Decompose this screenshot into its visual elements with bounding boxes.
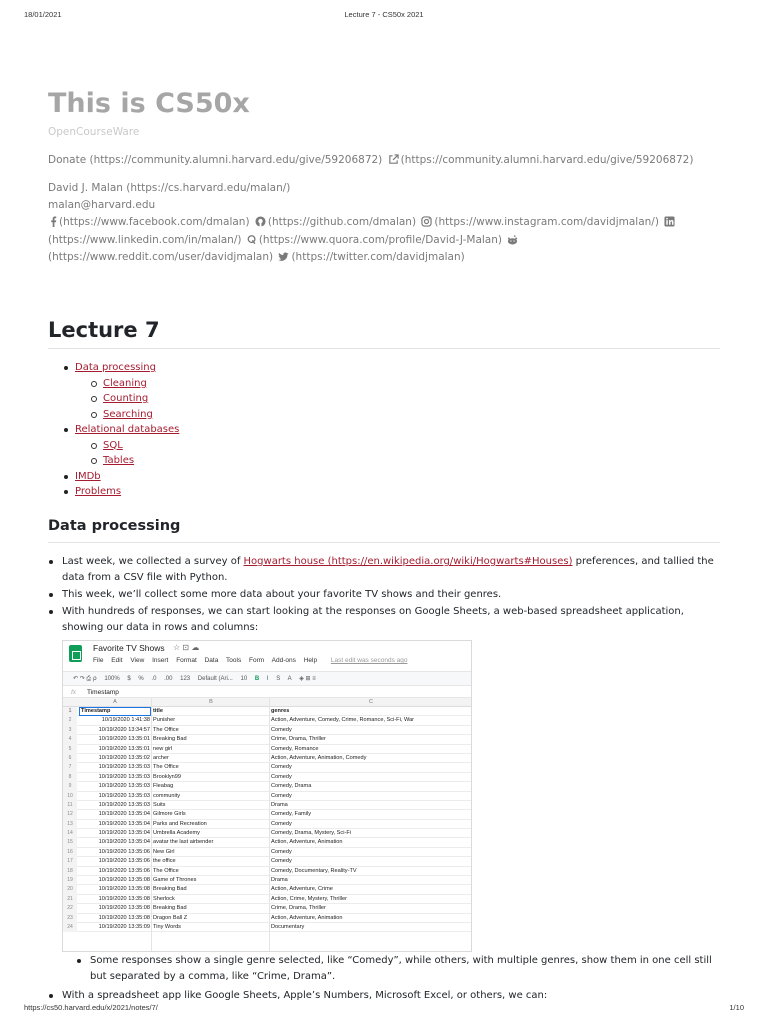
row-number: 11 [63, 801, 77, 810]
cell-title: avatar the last airbender [153, 839, 214, 846]
number-format-button: 123 [180, 676, 191, 682]
instagram-icon [421, 216, 432, 227]
sheets-logo-icon [69, 645, 82, 662]
reddit-link[interactable]: (https://www.reddit.com/user/davidjmalan) [48, 251, 274, 263]
paragraph-spreadsheet-apps [48, 988, 720, 1004]
cell-genres: Comedy [271, 858, 292, 865]
toc-link-problems[interactable]: Problems [75, 486, 122, 497]
toc-link-searching[interactable]: Searching [103, 408, 153, 420]
cell-title: Game of Thrones [153, 877, 197, 884]
column-divider [151, 698, 152, 952]
header-title: title [153, 708, 163, 714]
paragraph-text: This week, we’ll collect some more data about your favorite TV shows and their genres. [62, 589, 502, 600]
cell-genres: Action, Adventure, Comedy, Crime, Romance, Sci-Fi, War [271, 717, 414, 724]
cell-timestamp: 10/19/2020 13:35:04 [98, 839, 150, 846]
social-links-line-3 [48, 251, 465, 263]
table-row [63, 923, 471, 932]
author-email[interactable]: malan@harvard.edu [48, 199, 156, 211]
cell-genres: Comedy, Drama, Mystery, Sci-Fi [271, 830, 351, 837]
cell-genres: Drama [271, 877, 288, 884]
cell-timestamp: 10/19/2020 13:35:08 [98, 905, 150, 912]
print-url: https://cs50.harvard.edu/x/2021/notes/7/ [24, 1003, 158, 1012]
table-row [63, 848, 471, 857]
instagram-link[interactable]: (https://www.instagram.com/davidjmalan/) [434, 216, 659, 228]
table-row [63, 885, 471, 894]
cell-timestamp: 10/19/2020 13:35:06 [98, 848, 150, 855]
cell-genres: Crime, Drama, Thriller [271, 905, 326, 912]
table-of-contents [48, 360, 179, 500]
row-number: 10 [63, 792, 77, 801]
table-row [63, 914, 471, 923]
cell-title: Brooklyn99 [153, 773, 181, 780]
spreadsheet-screenshot [62, 640, 472, 952]
cell-title: Breaking Bad [153, 736, 187, 743]
site-title[interactable]: This is CS50x [48, 88, 250, 119]
cell-title: New Girl [153, 848, 175, 855]
linkedin-icon [664, 216, 675, 227]
print-title: Lecture 7 - CS50x 2021 [344, 10, 424, 19]
table-row [63, 904, 471, 913]
undo-icon: ↶ ↷ ⎙ ⍴ [73, 676, 97, 682]
column-label-c: C [369, 699, 373, 705]
table-row [63, 801, 471, 810]
cell-genres: Action, Adventure, Animation, Comedy [271, 754, 367, 761]
strikethrough-button: S [276, 676, 281, 682]
cell-timestamp: 10/19/2020 13:35:01 [98, 745, 150, 752]
row-number: 12 [63, 810, 77, 819]
cell-title: archer [153, 754, 169, 761]
toc-item [48, 407, 179, 423]
cell-timestamp: 10/19/2020 13:35:04 [98, 811, 150, 818]
cell-title: Gilmore Girls [153, 811, 186, 818]
italic-button: I [266, 676, 269, 682]
row-number: 6 [63, 754, 77, 763]
toc-link-data-processing[interactable]: Data processing [75, 362, 156, 373]
menu-file: File [93, 657, 104, 664]
external-link-icon [388, 154, 399, 165]
row-number: 2 [63, 716, 77, 725]
row-number: 19 [63, 876, 77, 885]
cell-genres: Comedy, Documentary, Reality-TV [271, 867, 357, 874]
column-divider [269, 698, 270, 952]
menu-help: Help [303, 657, 318, 664]
table-row [63, 754, 471, 763]
toc-item [48, 376, 179, 392]
cell-genres: Comedy [271, 773, 292, 780]
row-number: 24 [63, 923, 77, 932]
hogwarts-house-link[interactable]: Hogwarts house (https://en.wikipedia.org/wiki/Hogwarts#Houses) [243, 556, 573, 567]
cell-genres: Comedy, Family [271, 811, 311, 818]
cell-genres: Documentary [271, 923, 305, 930]
title-divider [48, 348, 720, 349]
cell-timestamp: 10/19/2020 13:35:01 [98, 736, 150, 743]
cell-timestamp: 10/19/2020 13:35:08 [98, 914, 150, 921]
table-row [63, 838, 471, 847]
bullet [49, 560, 53, 564]
fill-color-icon: ◈ ⊞ ≡ [299, 676, 316, 682]
menu-view: View [130, 657, 145, 664]
table-row [63, 857, 471, 866]
section-divider [48, 542, 720, 543]
print-page-number: 1/10 [729, 1003, 744, 1012]
table-row [63, 876, 471, 885]
cell-timestamp: 10/19/2020 1:41:38 [101, 717, 150, 724]
donate-link[interactable]: Donate (https://community.alumni.harvard.edu/give/59206872) [48, 154, 383, 166]
cell-timestamp: 10/19/2020 13:35:02 [98, 754, 150, 761]
row-number: 20 [63, 885, 77, 894]
table-row [63, 895, 471, 904]
cell-genres: Comedy [271, 726, 292, 733]
table-row [63, 735, 471, 744]
quora-link[interactable]: (https://www.quora.com/profile/David-J-Malan) [258, 234, 502, 246]
cell-title: Fleabag [153, 783, 174, 790]
row-number: 16 [63, 848, 77, 857]
menu-addons: Add-ons [271, 657, 296, 664]
cell-timestamp: 10/19/2020 13:35:03 [98, 773, 150, 780]
linkedin-link[interactable]: (https://www.linkedin.com/in/malan/) [48, 234, 242, 246]
cell-title: Sherlock [153, 895, 175, 902]
table-row [63, 867, 471, 876]
row-number: 13 [63, 820, 77, 829]
sheet-doc-title: Favorite TV Shows [93, 643, 165, 653]
table-row [63, 716, 471, 725]
row-number: 9 [63, 782, 77, 791]
table-row [63, 763, 471, 772]
row-number: 14 [63, 829, 77, 838]
formula-value: Timestamp [87, 689, 119, 696]
facebook-icon [50, 216, 57, 227]
cell-genres: Crime, Drama, Thriller [271, 736, 326, 743]
paragraph-text [48, 554, 720, 585]
paragraph-google-sheets [48, 604, 720, 635]
sheet-titlebar [63, 641, 471, 671]
cell-timestamp: 10/19/2020 13:35:03 [98, 792, 150, 799]
toc-link-relational-databases[interactable]: Relational databases [75, 424, 180, 435]
font-size-select: 10 [240, 676, 248, 682]
row-number: 23 [63, 914, 77, 923]
cell-timestamp: 10/19/2020 13:34:57 [98, 726, 150, 733]
column-label-a: A [113, 699, 117, 705]
row-number: 8 [63, 773, 77, 782]
table-row [63, 810, 471, 819]
bullet [49, 593, 53, 597]
bullet [49, 610, 53, 614]
twitter-icon [278, 252, 289, 262]
cell-genres: Drama [271, 801, 288, 808]
cell-genres: Action, Adventure, Animation [271, 839, 343, 846]
row-number: 22 [63, 904, 77, 913]
cell-genres: Comedy, Drama [271, 783, 312, 790]
cell-timestamp: 10/19/2020 13:35:03 [98, 764, 150, 771]
cell-genres: Comedy, Romance [271, 745, 319, 752]
reddit-icon [507, 235, 518, 245]
last-edit-status: Last edit was seconds ago [330, 657, 408, 664]
table-row [63, 773, 471, 782]
row-number: 15 [63, 838, 77, 847]
print-header [0, 10, 768, 22]
twitter-link[interactable]: (https://twitter.com/davidjmalan) [291, 251, 465, 263]
cell-title: The Office [153, 726, 179, 733]
row-number: 7 [63, 763, 77, 772]
paragraph-text: With a spreadsheet app like Google Sheets, Apple’s Numbers, Microsoft Excel, or others, we can: [62, 990, 548, 1001]
star-icon: ☆ ⊡ ☁ [173, 643, 200, 652]
cell-timestamp: 10/19/2020 13:35:08 [98, 877, 150, 884]
cell-title: The Office [153, 764, 179, 771]
font-select: Default (Ari... [197, 676, 233, 682]
toc-item [48, 484, 179, 500]
author-link[interactable]: David J. Malan (https://cs.harvard.edu/malan/) [48, 182, 291, 194]
cell-title: Breaking Bad [153, 886, 187, 893]
menu-edit: Edit [111, 657, 123, 664]
print-date: 18/01/2021 [24, 10, 62, 19]
row-number: 5 [63, 745, 77, 754]
cell-title: Parks and Recreation [153, 820, 207, 827]
social-links-line-1 [48, 216, 677, 228]
sheet-menubar [93, 657, 413, 664]
text-before-link: Last week, we collected a survey of [62, 556, 244, 567]
toc-link-cleaning[interactable]: Cleaning [103, 377, 147, 389]
quora-icon [247, 234, 257, 245]
cell-genres: Comedy [271, 848, 292, 855]
table-row [63, 820, 471, 829]
paragraph-survey [48, 554, 720, 585]
zoom-select: 100% [104, 676, 120, 682]
toc-link-imdb[interactable]: IMDb [75, 470, 101, 482]
toc-item [48, 453, 179, 469]
donate-icon-link[interactable]: (https://community.alumni.harvard.edu/give/59206872) [400, 154, 694, 166]
cell-genres: Comedy [271, 764, 292, 771]
cell-genres: Comedy [271, 792, 292, 799]
cell-title: the office [153, 858, 176, 865]
facebook-link[interactable]: (https://www.facebook.com/dmalan) [59, 216, 250, 228]
header-genres: genres [271, 708, 290, 714]
menu-format: Format [176, 657, 197, 664]
cell-title: Suits [153, 801, 166, 808]
cell-title: Dragon Ball Z [153, 914, 188, 921]
table-row [63, 726, 471, 735]
fx-icon: fx [71, 689, 77, 696]
toc-item [48, 438, 179, 454]
cell-timestamp: 10/19/2020 13:35:04 [98, 830, 150, 837]
paragraph-text: With hundreds of responses, we can start looking at the responses on Google Sheets, a web-based spreadsheet application, showing our data in rows and columns: [62, 606, 684, 633]
table-row [63, 782, 471, 791]
menu-tools: Tools [226, 657, 242, 664]
toc-link-sql[interactable]: SQL [103, 439, 123, 451]
row-number: 3 [63, 726, 77, 735]
cell-timestamp: 10/19/2020 13:35:03 [98, 783, 150, 790]
bullet [77, 959, 81, 963]
column-header-row [63, 698, 471, 707]
row-number: 18 [63, 867, 77, 876]
toc-item [48, 469, 179, 485]
social-links-line-2 [48, 234, 520, 246]
print-footer [0, 1003, 768, 1015]
github-link[interactable]: (https://github.com/dmalan) [267, 216, 417, 228]
cell-timestamp: 10/19/2020 13:35:04 [98, 820, 150, 827]
toc-link-counting[interactable]: Counting [103, 393, 149, 404]
menu-data: Data [204, 657, 219, 664]
cell-timestamp: 10/19/2020 13:35:09 [98, 923, 150, 930]
toc-item [48, 360, 179, 376]
donate-line [48, 154, 693, 166]
formula-bar [63, 687, 471, 698]
row-number: 21 [63, 895, 77, 904]
paragraph-text: Some responses show a single genre selected, like “Comedy”, while others, with multiple genres, show them in one cell still but separated by a comma, like “Crime, Drama”. [90, 955, 712, 982]
table-row [63, 829, 471, 838]
section-title: Data processing [48, 518, 181, 534]
cell-timestamp: 10/19/2020 13:35:08 [98, 895, 150, 902]
currency-button: $ [127, 676, 131, 682]
site-subtitle[interactable]: OpenCourseWare [48, 126, 140, 138]
decimal-decrease-button: .0 [151, 676, 157, 682]
toc-item [48, 391, 179, 407]
cell-timestamp: 10/19/2020 13:35:03 [98, 801, 150, 808]
menu-insert: Insert [152, 657, 169, 664]
cell-title: Breaking Bad [153, 905, 187, 912]
bold-button: B [254, 676, 260, 682]
toc-item [48, 422, 179, 438]
cell-genres: Comedy [271, 820, 292, 827]
toc-link-tables[interactable]: Tables [103, 455, 135, 466]
cell-title: new girl [153, 745, 173, 752]
cell-timestamp: 10/19/2020 13:35:06 [98, 867, 150, 874]
percent-button: % [138, 676, 144, 682]
cell-title: Tiny Words [153, 923, 181, 930]
cell-title: The Office [153, 867, 179, 874]
table-row [63, 745, 471, 754]
selected-cell [79, 707, 151, 716]
lecture-title: Lecture 7 [48, 318, 160, 342]
paragraph-tv-shows [48, 587, 720, 603]
text-color-button: A [287, 676, 292, 682]
row-number: 4 [63, 735, 77, 744]
decimal-increase-button: .00 [164, 676, 173, 682]
sheet-toolbar [63, 671, 471, 686]
menu-form: Form [249, 657, 265, 664]
row-number: 1 [63, 707, 77, 716]
cell-title: community [153, 792, 181, 799]
cell-title: Punisher [153, 717, 176, 724]
cell-genres: Action, Crime, Mystery, Thriller [271, 895, 347, 902]
subparagraph-genres [76, 953, 716, 984]
header-timestamp: Timestamp [81, 708, 111, 714]
cell-timestamp: 10/19/2020 13:35:08 [98, 886, 150, 893]
table-row [63, 792, 471, 801]
sheet-grid [63, 698, 471, 932]
cell-timestamp: 10/19/2020 13:35:06 [98, 858, 150, 865]
column-label-b: B [209, 699, 213, 705]
cell-title: Umbrella Academy [153, 830, 200, 837]
bullet [49, 994, 53, 998]
row-number: 17 [63, 857, 77, 866]
cell-genres: Action, Adventure, Crime [271, 886, 333, 893]
github-icon [255, 216, 266, 227]
text-after-link: preferences, and tallied the data from a CSV file with Python. [62, 556, 714, 583]
cell-genres: Action, Adventure, Animation [271, 914, 343, 921]
